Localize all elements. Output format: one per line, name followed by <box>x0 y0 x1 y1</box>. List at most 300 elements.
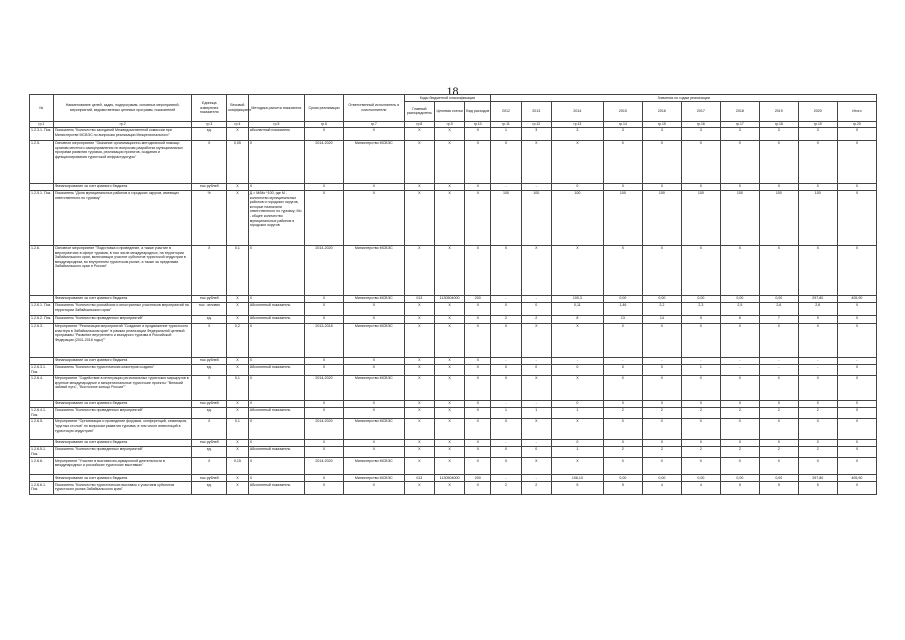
table-cell: 0,00 <box>642 295 681 302</box>
table-cell: X <box>759 323 798 357</box>
table-cell: X <box>404 418 434 439</box>
table-cell: X <box>344 364 405 375</box>
table-cell: X <box>798 418 837 439</box>
table-cell: X <box>720 458 759 475</box>
table-cell: 297,80 <box>798 475 837 482</box>
table-cell: X <box>434 446 464 457</box>
row-number-cell: 1.2.6. <box>30 245 54 295</box>
table-cell: X <box>344 357 405 364</box>
row-name-cell: Мероприятие "Участие в выставочно-ярмарочной деятельности в международных и российских туристских выставках" <box>53 458 192 475</box>
table-cell: X <box>521 323 551 357</box>
table-cell: X <box>465 458 491 475</box>
table-cell: 2,5 <box>720 302 759 315</box>
table-cell: 2 <box>720 446 759 457</box>
table-cell: X <box>404 364 434 375</box>
table-cell: 0 <box>759 400 798 407</box>
table-cell: X <box>491 458 521 475</box>
table-header <box>30 95 877 128</box>
table-cell: X <box>305 446 344 457</box>
table-cell: X <box>404 446 434 457</box>
row-number-cell <box>30 400 54 407</box>
table-cell: 1 <box>521 407 551 418</box>
table-cell: 7 <box>759 315 798 323</box>
table-cell: 3 <box>759 127 798 140</box>
table-cell: - <box>798 364 837 375</box>
table-cell: Министерство МСВЭС <box>344 245 405 295</box>
table-cell: 100 <box>798 190 837 245</box>
table-cell: X <box>465 302 491 315</box>
table-cell: X <box>344 482 405 495</box>
table-cell: 0 <box>603 364 642 375</box>
table-cell: X <box>227 439 249 446</box>
row-number-cell: 1.2.6.3. <box>30 323 54 357</box>
table-row <box>30 357 877 364</box>
header-method: Методика расчета показателя <box>248 95 304 122</box>
column-number: гр.4 <box>227 121 249 127</box>
row-name-cell: Показатель "Количество туристических кластеров создано" <box>53 364 192 375</box>
table-cell: 0,1 <box>227 418 249 439</box>
table-cell: X <box>759 458 798 475</box>
table-cell: 0 <box>551 439 603 446</box>
table-cell: 2 <box>521 315 551 323</box>
row-name-cell: Финансирование за счет краевого бюджета <box>53 475 192 482</box>
table-cell: X <box>465 375 491 400</box>
table-cell: X <box>720 245 759 295</box>
table-cell: X <box>465 315 491 323</box>
table-cell: X <box>404 482 434 495</box>
table-cell: X <box>305 400 344 407</box>
table-cell: 5 <box>720 482 759 495</box>
table-cell: X <box>434 315 464 323</box>
table-cell: X <box>227 482 249 495</box>
table-cell: 5 <box>798 482 837 495</box>
table-cell: X <box>344 400 405 407</box>
table-cell: X <box>465 183 491 190</box>
table-cell: X <box>344 183 405 190</box>
table-cell: X <box>465 446 491 457</box>
table-cell: X <box>305 183 344 190</box>
table-cell: 0 <box>642 439 681 446</box>
table-cell: X <box>344 127 405 140</box>
table-cell: X <box>404 127 434 140</box>
table-cell: 0 <box>837 183 876 190</box>
row-name-cell: Мероприятие "Реализация мероприятий "Создание и продвижение туристского кластера в Забайкальском крае" в рамках реализации Федеральной целевой программы "Развитие внутреннего и въездного туризма в Российской Федерации (2011-2018 годы)"" <box>53 323 192 357</box>
table-cell: X <box>305 482 344 495</box>
header-executor: Ответственный исполнитель и соисполнители <box>344 95 405 122</box>
table-cell: - <box>491 357 521 364</box>
table-cell: 0 <box>681 183 720 190</box>
table-cell: 2014-2020 <box>305 245 344 295</box>
row-name-cell: Показатель "Количество туристических выставок с участием субъектов туристского рынка Забайкальского края" <box>53 482 192 495</box>
table-cell: тыс.рублей <box>192 357 227 364</box>
table-row <box>30 302 877 315</box>
row-number-cell <box>30 475 54 482</box>
table-cell: X <box>248 475 304 482</box>
table-cell: 0 <box>521 302 551 315</box>
table-cell: X <box>551 323 603 357</box>
table-cell: 0,00 <box>759 475 798 482</box>
table-cell: - <box>551 357 603 364</box>
table-row <box>30 439 877 446</box>
table-cell: 5 <box>681 315 720 323</box>
table-cell: X <box>305 439 344 446</box>
table-cell: - <box>521 357 551 364</box>
table-cell: 0 <box>720 400 759 407</box>
table-cell: X <box>681 245 720 295</box>
table-cell: 0,00 <box>720 475 759 482</box>
column-number: гр.15 <box>642 121 681 127</box>
table-cell: X <box>404 302 434 315</box>
table-cell: 0,00 <box>759 295 798 302</box>
table-cell: X <box>465 357 491 364</box>
table-cell: X <box>465 407 491 418</box>
table-cell: 1,46 <box>603 302 642 315</box>
table-cell: X <box>227 315 249 323</box>
table-cell: X <box>837 482 876 495</box>
header-vr: Вид расходов <box>465 101 491 121</box>
table-cell: % <box>192 190 227 245</box>
header-no: № <box>30 95 54 122</box>
table-cell: X <box>434 190 464 245</box>
table-cell: 0 <box>681 400 720 407</box>
header-year: 2020 <box>798 101 837 121</box>
table-cell: ед. <box>192 446 227 457</box>
table-cell: 2014-2020 <box>305 418 344 439</box>
header-total: Итого <box>837 101 876 121</box>
table-cell: X <box>434 439 464 446</box>
table-cell: 0 <box>681 439 720 446</box>
table-cell: X <box>681 323 720 357</box>
table-cell: X <box>465 439 491 446</box>
row-number-cell <box>30 183 54 190</box>
table-cell: 0 <box>551 400 603 407</box>
table-cell: - <box>491 475 521 482</box>
table-cell: 0,15 <box>227 458 249 475</box>
table-cell: 6 <box>720 315 759 323</box>
table-cell: 0,00 <box>681 475 720 482</box>
table-cell: X <box>837 364 876 375</box>
table-cell: 100 <box>603 190 642 245</box>
table-cell: 297,80 <box>798 295 837 302</box>
table-cell: X <box>759 418 798 439</box>
row-name-cell: Основное мероприятие "Оказание организационно-методической помощи органам местного самоуправления по вопросам разработки муниципальных программ развития туризма, реализации проектов, создания и функционирования туристской инфраструктуры" <box>53 140 192 183</box>
table-cell: X <box>305 364 344 375</box>
table-cell: X <box>248 323 304 357</box>
table-cell: X <box>837 407 876 418</box>
table-row <box>30 323 877 357</box>
table-cell: X <box>603 418 642 439</box>
column-number: гр.1 <box>30 121 54 127</box>
table-cell: X <box>305 357 344 364</box>
table-cell: X <box>192 140 227 183</box>
table-cell: X <box>798 458 837 475</box>
table-cell: 2,6 <box>759 302 798 315</box>
table-cell: X <box>248 357 304 364</box>
table-body <box>30 127 877 495</box>
row-number-cell: 1.2.3.1. Пок. <box>30 127 54 140</box>
table-cell: X <box>491 140 521 183</box>
table-cell: X <box>491 245 521 295</box>
table-cell: 13 <box>603 315 642 323</box>
table-cell: 013 <box>404 295 434 302</box>
row-number-cell: 1.2.5. <box>30 140 54 183</box>
table-cell: X <box>248 418 304 439</box>
column-number: гр.7 <box>344 121 405 127</box>
table-cell: 1130504000 <box>434 475 464 482</box>
table-cell: 2,6 <box>798 302 837 315</box>
table-cell: X <box>465 323 491 357</box>
table-cell: X <box>434 418 464 439</box>
column-number: гр.10 <box>465 121 491 127</box>
table-cell: X <box>720 375 759 400</box>
table-row <box>30 364 877 375</box>
header-weight: Весовой коэффициент <box>227 95 249 122</box>
table-cell: 100 <box>521 190 551 245</box>
table-cell: X <box>681 458 720 475</box>
table-cell: X <box>248 458 304 475</box>
table-cell: X <box>248 439 304 446</box>
table-cell: X <box>465 140 491 183</box>
table-cell: 0 <box>759 439 798 446</box>
table-cell: X <box>551 245 603 295</box>
table-cell: X <box>227 475 249 482</box>
table-cell: - <box>720 364 759 375</box>
table-cell: X <box>491 418 521 439</box>
table-cell: Министерство МСВЭС <box>344 418 405 439</box>
table-cell: 3 <box>798 127 837 140</box>
column-number: гр.18 <box>759 121 798 127</box>
table-cell: тыс.рублей <box>192 400 227 407</box>
table-cell: Абсолютный показатель <box>248 364 304 375</box>
table-cell: 2 <box>681 407 720 418</box>
table-cell: ед. <box>192 407 227 418</box>
table-row <box>30 315 877 323</box>
table-cell: 0,11 <box>551 302 603 315</box>
table-cell: - <box>642 357 681 364</box>
table-cell: тыс.рублей <box>192 295 227 302</box>
table-cell: 100 <box>642 190 681 245</box>
table-cell: 0,05 <box>227 140 249 183</box>
header-year: 2016 <box>642 101 681 121</box>
table-cell: X <box>404 323 434 357</box>
table-cell: X <box>227 302 249 315</box>
table-cell: X <box>465 190 491 245</box>
program-table <box>29 94 877 495</box>
table-cell: 100 <box>681 190 720 245</box>
table-cell: X <box>434 364 464 375</box>
table-cell: 0 <box>603 400 642 407</box>
table-cell: X <box>305 407 344 418</box>
table-cell: 0 <box>642 183 681 190</box>
table-cell: - <box>491 439 521 446</box>
table-cell: X <box>192 245 227 295</box>
row-number-cell: 1.2.6.6.1. Пок. <box>30 482 54 495</box>
row-number-cell: 1.2.6.5.1. Пок. <box>30 446 54 457</box>
row-number-cell: 1.2.6.4.1. Пок. <box>30 407 54 418</box>
table-cell: X <box>521 458 551 475</box>
row-number-cell <box>30 439 54 446</box>
row-name-cell: Показатель "Количество российских и иностранных участников мероприятий на территории Забайкальского края" <box>53 302 192 315</box>
table-cell: тыс.рублей <box>192 475 227 482</box>
table-cell: X <box>434 357 464 364</box>
column-number: гр.9 <box>434 121 464 127</box>
table-cell: X <box>305 190 344 245</box>
table-cell: 3 <box>642 127 681 140</box>
table-cell: X <box>465 418 491 439</box>
table-row <box>30 475 877 482</box>
table-cell: 1 <box>681 364 720 375</box>
table-cell: 8 <box>551 315 603 323</box>
row-number-cell: 1.2.6.2. Пок. <box>30 315 54 323</box>
table-cell: 2 <box>642 446 681 457</box>
table-cell: X <box>759 375 798 400</box>
table-cell: ед. <box>192 364 227 375</box>
table-cell: 108,10 <box>551 475 603 482</box>
table-cell: X <box>465 245 491 295</box>
table-cell: - <box>491 295 521 302</box>
column-number: гр.6 <box>305 121 344 127</box>
table-cell: Министерство МСВЭС <box>344 475 405 482</box>
table-cell: 0,1 <box>227 375 249 400</box>
row-name-cell: Финансирование за счет краевого бюджета <box>53 400 192 407</box>
row-name-cell: Мероприятие "Организация и проведение форумов, конференций, семинаров, "круглых столов" по вопросам развития туризма, в том числе инвестиций в туристскую индустрию" <box>53 418 192 439</box>
table-cell: - <box>521 183 551 190</box>
table-cell: X <box>192 375 227 400</box>
table-cell: Абсолютный показатель <box>248 446 304 457</box>
table-cell: X <box>603 245 642 295</box>
table-row <box>30 418 877 439</box>
table-cell: X <box>404 315 434 323</box>
table-row <box>30 183 877 190</box>
table-cell: X <box>227 357 249 364</box>
table-cell: Министерство МСВЭС <box>344 323 405 357</box>
header-year: 2014 <box>551 101 603 121</box>
table-cell: X <box>227 127 249 140</box>
table-cell: X <box>642 375 681 400</box>
table-cell: Абсолютный показатель <box>248 315 304 323</box>
header-term: Сроки реализации <box>305 95 344 122</box>
table-cell: X <box>344 446 405 457</box>
column-number: гр.12 <box>521 121 551 127</box>
table-cell: X <box>837 245 876 295</box>
table-cell: 4 <box>681 482 720 495</box>
table-cell: X <box>344 315 405 323</box>
table-cell: 3 <box>720 127 759 140</box>
table-cell: Министерство МСВЭС <box>344 375 405 400</box>
table-cell: X <box>465 482 491 495</box>
table-cell: 0,00 <box>603 295 642 302</box>
table-cell: тыс.рублей <box>192 439 227 446</box>
table-cell: X <box>344 407 405 418</box>
table-cell: X <box>434 183 464 190</box>
row-name-cell: Финансирование за счет краевого бюджета <box>53 295 192 302</box>
table-cell: X <box>798 245 837 295</box>
row-number-cell: 1.2.6.3.1. Пок. <box>30 364 54 375</box>
table-cell: - <box>603 357 642 364</box>
header-budget-group: Коды бюджетной классификации <box>404 95 491 102</box>
table-cell: Абсолютный показатель <box>248 302 304 315</box>
table-cell: X <box>681 140 720 183</box>
row-name-cell: Финансирование за счет краевого бюджета <box>53 439 192 446</box>
table-cell: 405,90 <box>837 475 876 482</box>
table-cell: X <box>192 458 227 475</box>
table-cell: X <box>434 302 464 315</box>
table-row <box>30 446 877 457</box>
table-cell: 0 <box>521 446 551 457</box>
row-name-cell: Мероприятие "Содействие в интеграции региональных туристских маршрутов в крупные международные и межрегиональные туристские проекты: "Великий чайный путь", "Восточное кольцо России"" <box>53 375 192 400</box>
header-year: 2018 <box>720 101 759 121</box>
table-cell: X <box>434 400 464 407</box>
table-cell: 0 <box>603 183 642 190</box>
table-cell: X <box>491 323 521 357</box>
table-cell: 2 <box>603 407 642 418</box>
table-cell: 0 <box>603 439 642 446</box>
table-cell: - <box>521 475 551 482</box>
table-row <box>30 140 877 183</box>
column-number: гр.5 <box>248 121 304 127</box>
table-cell: X <box>305 315 344 323</box>
column-number: гр.19 <box>798 121 837 127</box>
row-name-cell: Основное мероприятие "Подготовка и проведение, а также участие в мероприятиях в сфере туризма, в том числе международных, на территории Забайкальского края, включающих участие субъектов туристской индустрии в международном, во внутреннем туристском рынке, а также за пределами Забайкальского края и России" <box>53 245 192 295</box>
table-cell: X <box>248 140 304 183</box>
table-cell: X <box>434 375 464 400</box>
table-row <box>30 482 877 495</box>
table-cell: X <box>837 458 876 475</box>
table-cell: 2,3 <box>681 302 720 315</box>
table-cell: Министерство МСВЭС <box>344 140 405 183</box>
table-cell: 0 <box>551 364 603 375</box>
table-cell: X <box>603 323 642 357</box>
row-name-cell: Финансирование за счет краевого бюджета <box>53 183 192 190</box>
table-cell: 200 <box>465 295 491 302</box>
table-cell: 013 <box>404 475 434 482</box>
table-cell: X <box>227 183 249 190</box>
table-cell: X <box>434 458 464 475</box>
table-cell: X <box>465 127 491 140</box>
column-number: гр.8 <box>404 121 434 127</box>
table-cell: X <box>404 140 434 183</box>
table-cell: 5 <box>551 482 603 495</box>
row-name-cell: Показатель "Количество проведенных мероприятий" <box>53 407 192 418</box>
table-row <box>30 190 877 245</box>
table-cell: 2 <box>491 482 521 495</box>
table-cell: X <box>434 323 464 357</box>
table-cell: X <box>227 446 249 457</box>
table-cell: X <box>344 439 405 446</box>
table-cell: X <box>465 400 491 407</box>
table-cell: X <box>837 446 876 457</box>
table-cell: 0,00 <box>720 295 759 302</box>
table-cell: X <box>404 375 434 400</box>
table-row <box>30 127 877 140</box>
table-cell: 3 <box>681 127 720 140</box>
table-cell: X <box>434 127 464 140</box>
table-cell: 9 <box>798 315 837 323</box>
table-cell: 0,2 <box>227 323 249 357</box>
table-cell: Д = M/Mо *100, где M - количество муниципальных районов и городских округов, которые назначили ответственного по туризму; Mо - общее количество муниципальных районов и городских округов <box>248 190 304 245</box>
table-cell: 2 <box>491 315 521 323</box>
table-cell: 100 <box>720 190 759 245</box>
header-year: 2012 <box>491 101 521 121</box>
table-cell: 2 <box>521 482 551 495</box>
table-cell: 14 <box>642 315 681 323</box>
table-cell: - <box>681 357 720 364</box>
table-cell: Абсолютный показатель <box>248 482 304 495</box>
table-cell: 2 <box>759 407 798 418</box>
table-cell: X <box>404 458 434 475</box>
row-number-cell: 1.2.6.6. <box>30 458 54 475</box>
column-number: гр.14 <box>603 121 642 127</box>
